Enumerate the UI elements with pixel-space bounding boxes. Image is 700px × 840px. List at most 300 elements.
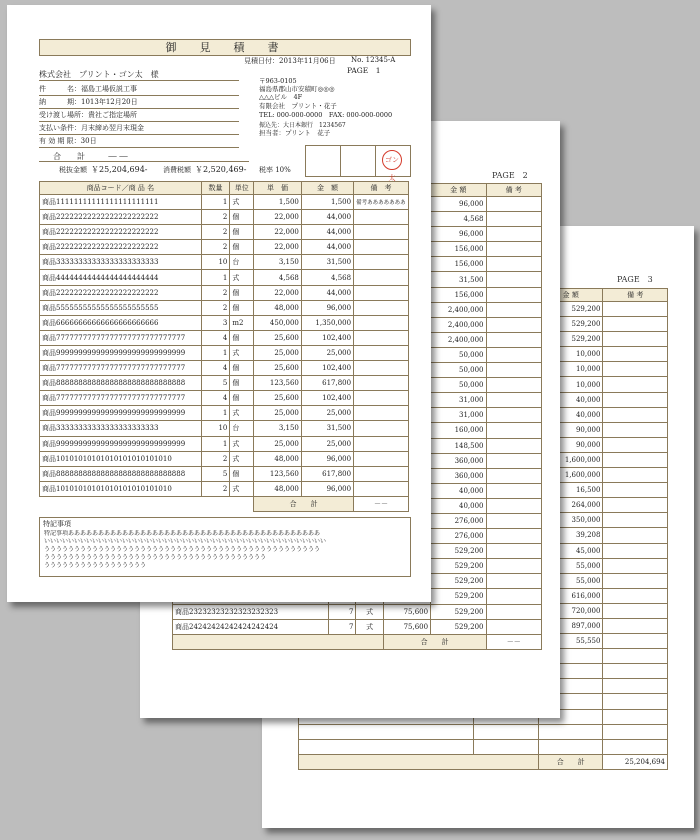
cell-amount: 31,000 <box>431 408 486 423</box>
cell-amount: 360,000 <box>431 468 486 483</box>
cell-name: 商品99999999999999999999999999999 <box>40 436 202 451</box>
cell-amount: 350,000 <box>538 513 603 528</box>
quote-date: 見積日付：2013年11月06日 <box>244 57 336 65</box>
cell-unit: 台 <box>230 255 254 270</box>
cell-qty: 5 <box>201 376 230 391</box>
cell-amount: 156,000 <box>431 242 486 257</box>
tax-excl-label: 税抜金額 <box>59 166 87 174</box>
cell-blank <box>474 724 539 739</box>
cell-remarks <box>603 468 668 483</box>
table-row <box>40 421 409 436</box>
cell-remarks <box>603 694 668 709</box>
cell-name: 商品10101010101010101010101010 <box>40 481 202 496</box>
tax-label: 消費税額 <box>163 166 191 174</box>
cell-amount: 156,000 <box>431 287 486 302</box>
table-row <box>40 376 409 391</box>
cell-unit: 式 <box>356 619 383 634</box>
cell-amount: 529,200 <box>538 332 603 347</box>
cell-unit: 個 <box>230 391 254 406</box>
cell-remarks <box>486 529 541 544</box>
cell-unit: 式 <box>230 345 254 360</box>
cell-remarks <box>603 317 668 332</box>
cell-amount: 31,000 <box>431 393 486 408</box>
cell-qty: 1 <box>201 406 230 421</box>
cell-remarks <box>354 376 409 391</box>
cell-price: 22,000 <box>254 225 302 240</box>
cell-remarks <box>603 362 668 377</box>
table-row <box>40 345 409 360</box>
cell-amount: 160,000 <box>431 423 486 438</box>
stamp-box-1 <box>305 145 341 177</box>
cell-remarks <box>354 285 409 300</box>
cell-amount: 40,000 <box>538 407 603 422</box>
notes-line: うううううううううううううううううううううううううううううううううううううううううううううう <box>44 546 321 553</box>
cell-amount: 617,800 <box>301 376 353 391</box>
cell-amount: 96,000 <box>431 197 486 212</box>
cell-amount: 55,000 <box>538 558 603 573</box>
cell-price: 3,150 <box>254 255 302 270</box>
cell-amount: 276,000 <box>431 513 486 528</box>
cell-remarks <box>486 559 541 574</box>
cell-remarks <box>603 513 668 528</box>
cell-price: 25,600 <box>254 391 302 406</box>
cell-unit: 個 <box>230 300 254 315</box>
table-row <box>299 739 668 754</box>
table-row <box>40 270 409 285</box>
notes-line: ううううううううううううううううう <box>44 562 147 569</box>
cell-qty: 10 <box>201 421 230 436</box>
cell-remarks <box>603 437 668 452</box>
cell-remarks <box>354 240 409 255</box>
cell-remarks <box>486 589 541 604</box>
cell-amount: 50,000 <box>431 363 486 378</box>
cell-qty: 4 <box>201 330 230 345</box>
cell-qty: 4 <box>201 361 230 376</box>
total-label: 合 計 <box>53 152 85 161</box>
cell-unit: 個 <box>230 225 254 240</box>
cell-qty: 2 <box>201 210 230 225</box>
cell-qty: 2 <box>201 300 230 315</box>
cell-name: 商品77777777777777777777777777777 <box>40 391 202 406</box>
cell-remarks <box>603 347 668 362</box>
cell-remarks <box>486 287 541 302</box>
cell-remarks <box>486 408 541 423</box>
cell-remarks <box>603 709 668 724</box>
cell-remarks <box>486 513 541 528</box>
col-unit-header: 単位 <box>230 182 254 195</box>
cell-blank <box>474 739 539 754</box>
cell-name: 商品99999999999999999999999999999 <box>40 406 202 421</box>
cell-remarks <box>354 421 409 436</box>
cell-remarks <box>486 332 541 347</box>
cell-price: 4,568 <box>254 270 302 285</box>
cell-name: 商品22222222222222222222222 <box>40 210 202 225</box>
cell-amount: 529,200 <box>538 302 603 317</box>
cell-remarks <box>486 197 541 212</box>
cell-qty: 1 <box>201 345 230 360</box>
cell-amount: 529,200 <box>431 604 486 619</box>
cell-remarks <box>486 544 541 559</box>
page-2-total-value: －－ <box>486 634 541 649</box>
payment-field: 支払い条件：月末締め翌月末現金 <box>39 123 239 135</box>
cell-qty: 1 <box>201 195 230 210</box>
cell-remarks <box>486 423 541 438</box>
cell-name: 商品55555555555555555555555 <box>40 300 202 315</box>
cell-qty: 2 <box>201 451 230 466</box>
table-row <box>40 255 409 270</box>
cell-amount: 616,000 <box>538 588 603 603</box>
cell-price: 25,600 <box>254 330 302 345</box>
notes-line: ううううううううううううううううううううううううううううううううううううう <box>44 554 267 561</box>
cell-remarks <box>354 481 409 496</box>
cell-remarks <box>603 603 668 618</box>
page-2-total-label: 合 計 <box>383 634 486 649</box>
spacer <box>40 496 254 511</box>
cell-amount: 102,400 <box>301 361 353 376</box>
table-row <box>40 210 409 225</box>
cell-remarks <box>486 347 541 362</box>
cell-remarks <box>354 225 409 240</box>
sender-person: 担当者：プリント 花子 <box>259 129 331 137</box>
cell-amount: 45,000 <box>538 543 603 558</box>
cell-remarks <box>603 618 668 633</box>
cell-remarks <box>354 270 409 285</box>
cell-unit: 式 <box>230 451 254 466</box>
page-3-total-value: 25,204,694 <box>603 754 668 769</box>
cell-amount: 264,000 <box>538 498 603 513</box>
cell-remarks <box>603 332 668 347</box>
cell-price: 25,600 <box>254 361 302 376</box>
cell-amount: 1,600,000 <box>538 468 603 483</box>
cell-amount: 96,000 <box>431 227 486 242</box>
cell-price: 1,500 <box>254 195 302 210</box>
cell-price: 25,000 <box>254 345 302 360</box>
cell-name: 商品77777777777777777777777777777 <box>40 361 202 376</box>
cell-amount: 55,550 <box>538 634 603 649</box>
sender-tel: TEL: 000-000-0000 FAX: 000-000-0000 <box>259 111 393 119</box>
col-amount-header: 金 額 <box>301 182 353 195</box>
cell-remarks <box>486 468 541 483</box>
cell-remarks <box>603 483 668 498</box>
validity-field: 有 効 期 限：30日 <box>39 136 239 148</box>
cell-remarks <box>354 451 409 466</box>
notes-line: 特記事項ああああああああああああああああああああああああああああああああああああああああああ <box>44 530 321 537</box>
col-price-header: 単 価 <box>254 182 302 195</box>
cell-name: 商品33333333333333333333333 <box>40 421 202 436</box>
cell-unit: 式 <box>230 481 254 496</box>
cell-amount: 40,000 <box>431 483 486 498</box>
cell-remarks <box>486 378 541 393</box>
cell-unit: 個 <box>230 330 254 345</box>
cell-remarks <box>486 302 541 317</box>
tax-value: ￥2,520,469- <box>195 165 247 174</box>
cell-qty: 7 <box>329 604 356 619</box>
cell-qty: 4 <box>201 391 230 406</box>
col-amount-header: 金 額 <box>431 184 486 197</box>
cell-remarks <box>486 438 541 453</box>
cell-remarks <box>486 257 541 272</box>
cell-name: 商品10101010101010101010101010 <box>40 451 202 466</box>
cell-remarks <box>354 436 409 451</box>
cell-remarks <box>603 573 668 588</box>
cell-name: 商品11111111111111111111111 <box>40 195 202 210</box>
cell-amount: 10,000 <box>538 347 603 362</box>
cell-amount: 720,000 <box>538 603 603 618</box>
notes-box <box>39 517 411 577</box>
cell-remarks <box>486 604 541 619</box>
cell-amount: 102,400 <box>301 391 353 406</box>
table-row <box>40 195 409 210</box>
cell-qty: 10 <box>201 255 230 270</box>
document-title: 御 見 積 書 <box>39 39 411 56</box>
table-row <box>40 481 409 496</box>
col-qty-header: 数量 <box>201 182 230 195</box>
cell-remarks <box>603 407 668 422</box>
cell-amount: 40,000 <box>538 392 603 407</box>
cell-amount: 55,000 <box>538 573 603 588</box>
cell-remarks <box>486 363 541 378</box>
cell-remarks <box>354 345 409 360</box>
cell-price: 22,000 <box>254 285 302 300</box>
cell-remarks <box>603 422 668 437</box>
sender-address-2: △△△ビル 4F <box>259 93 303 101</box>
cell-name: 商品88888888888888888888888888888 <box>40 466 202 481</box>
table-row <box>40 300 409 315</box>
cell-qty: 5 <box>201 466 230 481</box>
subject-field: 件 名：福島工場仮説工事 <box>39 84 239 96</box>
personal-seal: ゴン太 <box>382 150 402 170</box>
cell-amount: 25,000 <box>301 345 353 360</box>
cell-name: 商品66666666666666666666666 <box>40 315 202 330</box>
cell-amount: 156,000 <box>431 257 486 272</box>
cell-amount: 10,000 <box>538 377 603 392</box>
items-total-label: 合 計 <box>254 496 354 511</box>
table-row <box>40 391 409 406</box>
cell-name: 商品23232323232323232323 <box>173 604 329 619</box>
col-remarks-header: 備 考 <box>354 182 409 195</box>
cell-unit: 個 <box>230 210 254 225</box>
table-row <box>40 315 409 330</box>
cell-name: 商品22222222222222222222222 <box>40 225 202 240</box>
table-row <box>40 361 409 376</box>
cell-unit: 式 <box>230 406 254 421</box>
cell-remarks <box>486 212 541 227</box>
cell-unit: 個 <box>230 361 254 376</box>
cell-price: 75,600 <box>383 604 430 619</box>
cell-price: 123,560 <box>254 466 302 481</box>
cell-amount: 529,200 <box>431 544 486 559</box>
cell-remarks <box>354 391 409 406</box>
table-row <box>40 451 409 466</box>
cell-unit: 台 <box>230 421 254 436</box>
cell-amount: 90,000 <box>538 437 603 452</box>
cell-amount: 31,500 <box>431 272 486 287</box>
cell-remarks <box>603 498 668 513</box>
cell-amount: 90,000 <box>538 422 603 437</box>
cell-unit: 式 <box>230 436 254 451</box>
cell-remarks <box>486 453 541 468</box>
client-name: 株式会社 プリント・ゴン太 様 <box>39 69 239 81</box>
cell-qty: 3 <box>201 315 230 330</box>
cell-amount: 4,568 <box>431 212 486 227</box>
cell-remarks <box>603 302 668 317</box>
col-amount-header: 金 額 <box>538 289 603 302</box>
table-row <box>40 330 409 345</box>
page-3-total-label: 合 計 <box>538 754 603 769</box>
sender-bank: 振込先：大日本銀行 1234567 <box>259 122 346 129</box>
total-underline <box>39 161 249 162</box>
cell-amount: 44,000 <box>301 285 353 300</box>
cell-name: 商品99999999999999999999999999999 <box>40 345 202 360</box>
total-value: －－ <box>107 150 129 163</box>
place-field: 受け渡し場所：貴社ご指定場所 <box>39 110 239 122</box>
cell-amount: 148,500 <box>431 438 486 453</box>
table-row <box>173 619 542 634</box>
cell-amount: 529,200 <box>431 619 486 634</box>
quote-number: No. 12345-A <box>351 56 396 64</box>
notes-line: いいいいいいいいいいいいいいいいいいいいいいいいいいいいいいいいいいいいいいいいいいいいいいい <box>44 538 327 545</box>
cell-price: 48,000 <box>254 300 302 315</box>
cell-remarks <box>354 406 409 421</box>
cell-remarks <box>354 315 409 330</box>
cell-remarks <box>486 393 541 408</box>
cell-amount: 31,500 <box>301 421 353 436</box>
cell-price: 450,000 <box>254 315 302 330</box>
cell-amount: 44,000 <box>301 210 353 225</box>
cell-amount: 31,500 <box>301 255 353 270</box>
cell-unit: 式 <box>230 270 254 285</box>
col-remarks-header: 備 考 <box>603 289 668 302</box>
cell-remarks <box>486 574 541 589</box>
cell-remarks <box>603 664 668 679</box>
cell-amount: 2,400,000 <box>431 302 486 317</box>
cell-qty: 1 <box>201 436 230 451</box>
cell-name: 商品44444444444444444444444 <box>40 270 202 285</box>
cell-remarks <box>486 498 541 513</box>
cell-remarks <box>354 361 409 376</box>
notes-text <box>40 530 410 570</box>
cell-remarks <box>486 242 541 257</box>
cell-qty: 2 <box>201 285 230 300</box>
cell-price: 75,600 <box>383 619 430 634</box>
items-total-value: －－ <box>354 496 409 511</box>
cell-unit: m2 <box>230 315 254 330</box>
page-2-label: PAGE 2 <box>492 171 528 180</box>
cell-price: 48,000 <box>254 451 302 466</box>
cell-remarks <box>486 317 541 332</box>
cell-amount: 96,000 <box>301 451 353 466</box>
cell-amount: 40,000 <box>431 498 486 513</box>
cell-amount: 39,208 <box>538 528 603 543</box>
cell-remarks <box>603 724 668 739</box>
cell-remarks <box>603 739 668 754</box>
cell-blank <box>299 724 474 739</box>
cell-amount: 529,200 <box>431 559 486 574</box>
cell-price: 25,000 <box>254 406 302 421</box>
cell-qty: 2 <box>201 481 230 496</box>
cell-remarks <box>603 452 668 467</box>
cell-name: 商品88888888888888888888888888888 <box>40 376 202 391</box>
cell-remarks <box>486 483 541 498</box>
table-row <box>40 406 409 421</box>
cell-remarks: 備考あああああああ <box>354 195 409 210</box>
cell-remarks <box>603 528 668 543</box>
cell-price: 22,000 <box>254 240 302 255</box>
col-name-header: 商品コード／商 品 名 <box>40 182 202 195</box>
cell-remarks <box>603 558 668 573</box>
spacer <box>173 634 384 649</box>
table-row <box>40 225 409 240</box>
page-3-label: PAGE 3 <box>617 275 653 284</box>
spacer <box>299 754 539 769</box>
notes-title: 特記事項 <box>43 520 71 528</box>
delivery-field: 納 期：1013年12月20日 <box>39 97 239 109</box>
cell-amount: 50,000 <box>431 378 486 393</box>
table-row <box>173 604 542 619</box>
cell-amount: 10,000 <box>538 362 603 377</box>
cell-qty: 1 <box>201 270 230 285</box>
table-row <box>40 240 409 255</box>
cell-remarks <box>603 543 668 558</box>
col-remarks-header: 備 考 <box>486 184 541 197</box>
sender-company: 有限会社 プリント・花子 <box>259 102 337 110</box>
cell-unit: 個 <box>230 466 254 481</box>
cell-name: 商品22222222222222222222222 <box>40 285 202 300</box>
cell-remarks <box>603 634 668 649</box>
cell-price: 123,560 <box>254 376 302 391</box>
cell-amount: 529,200 <box>538 317 603 332</box>
cell-amount: 529,200 <box>431 574 486 589</box>
cell-name: 商品24242424242424242424 <box>173 619 329 634</box>
cell-amount: 617,800 <box>301 466 353 481</box>
cell-remarks <box>354 330 409 345</box>
cell-amount: 25,000 <box>301 436 353 451</box>
page-1-sheet <box>7 5 431 602</box>
cell-remarks <box>603 679 668 694</box>
cell-qty: 2 <box>201 225 230 240</box>
cell-name: 商品77777777777777777777777777777 <box>40 330 202 345</box>
sender-zip: 〒963-0105 <box>259 77 297 85</box>
cell-amount: 2,400,000 <box>431 332 486 347</box>
cell-amount: 96,000 <box>301 481 353 496</box>
table-row <box>40 466 409 481</box>
cell-price: 25,000 <box>254 436 302 451</box>
cell-remarks <box>354 210 409 225</box>
cell-amount: 529,200 <box>431 589 486 604</box>
cell-remarks <box>486 227 541 242</box>
cell-amount: 25,000 <box>301 406 353 421</box>
cell-remarks <box>603 649 668 664</box>
cell-remarks <box>486 272 541 287</box>
table-row <box>299 724 668 739</box>
cell-qty: 2 <box>201 240 230 255</box>
cell-unit: 個 <box>230 240 254 255</box>
cell-amount: 1,500 <box>301 195 353 210</box>
cell-amount: 44,000 <box>301 225 353 240</box>
cell-amount: 102,400 <box>301 330 353 345</box>
cell-amount: 16,500 <box>538 483 603 498</box>
cell-unit: 個 <box>230 285 254 300</box>
cell-unit: 式 <box>230 195 254 210</box>
cell-amount: 276,000 <box>431 529 486 544</box>
cell-amount <box>538 724 603 739</box>
cell-amount: 1,350,000 <box>301 315 353 330</box>
page-1-label: PAGE 1 <box>347 66 381 75</box>
cell-remarks <box>603 377 668 392</box>
cell-blank <box>299 739 474 754</box>
cell-price: 22,000 <box>254 210 302 225</box>
cell-remarks <box>354 300 409 315</box>
